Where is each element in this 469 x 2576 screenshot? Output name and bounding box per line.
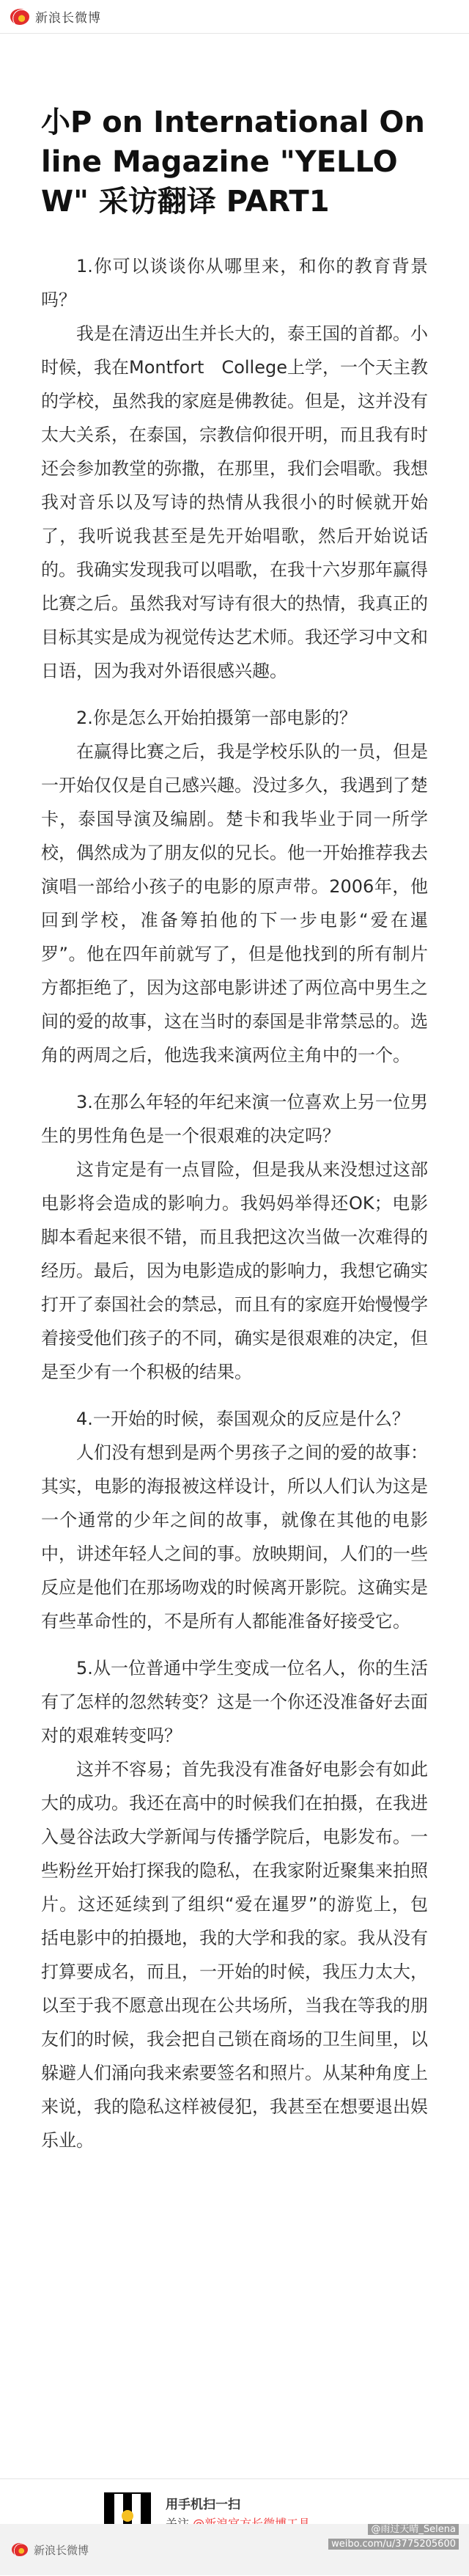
- watermark: [328, 2522, 459, 2552]
- article: [0, 34, 469, 2157]
- weibo-logo-icon: [10, 9, 29, 25]
- question-paragraph: 5.从一位普通中学生变成一位名人，你的生活有了怎样的忽然转变？这是一个你还没准备好去面对的艰难转变吗？: [41, 1658, 428, 1746]
- top-bar: [0, 0, 469, 34]
- question-paragraph: 4.一开始的时候，泰国观众的反应是什么？: [76, 1409, 410, 1429]
- watermark-url: weibo.com/u/3775205600: [328, 2539, 459, 2550]
- answer-paragraph: 这肯定是有一点冒险，但是我从来没想过这部电影将会造成的影响力。我妈妈举得还OK；电影脚本看起来很不错，而且我把这次当做一次难得的经历。最后，因为电影造成的影响力，我想它确实打开了泰国社会的禁忌，而且有的家庭开始慢慢学着接受他们孩子的不同，确实是很艰难的决定，但是至少有一个积极的结果。: [41, 1159, 428, 1382]
- answer-paragraph: 我是在清迈出生并长大的，泰王国的首都。小时候，我在Montfort College上学，一个天主教的学校，虽然我的家庭是佛教徒。但是，这并没有太大关系，在泰国，宗教信仰很开明，而且我有时还会参加教堂的弥撒，在那里，我们会唱歌。我想我对音乐以及写诗的热情从我很小的时候就开始了，我听说我甚至是先开始唱歌，然后开始说话的。我确实发现我可以唱歌，在我十六岁那年赢得比赛之后。虽然我对写诗有很大的热情，我真正的目标其实是成为视觉传达艺术师。我还学习中文和日语，因为我对外语很感兴趣。: [41, 323, 428, 681]
- question-paragraph: 2.你是怎么开始拍摄第一部电影的？: [76, 708, 357, 728]
- answer-paragraph: 人们没有想到是两个男孩子之间的爱的故事：其实，电影的海报被这样设计，所以人们认为这是一个通常的少年之间的故事，就像在其他的电影中，讲述年轻人之间的事。放映期间，人们的一些反应是他们在那场吻戏的时候离开影院。这确实是有些革命性的，不是所有人都能准备好接受它。: [41, 1442, 428, 1632]
- question-paragraph: 3.在那么年轻的年纪来演一位喜欢上另一位男生的男性角色是一个很艰难的决定吗？: [41, 1092, 428, 1146]
- article-title: 小P on International Online Magazine "YELLOW" 采访翻译 PART1: [41, 106, 425, 219]
- brand-name: 新浪长微博: [35, 11, 101, 26]
- answer-paragraph: 这并不容易；首先我没有准备好电影会有如此大的成功。我还在高中的时候我们在拍摄，在我进入曼谷法政大学新闻与传播学院后，电影发布。一些粉丝开始打探我的隐私，在我家附近聚集来拍照片。这还延续到了组织“爱在暹罗”的游览上，包括电影中的拍摄地，我的大学和我的家。我从没有打算要成名，而且，一开始的时候，我压力太大，以至于我不愿意出现在公共场所，当我在等我的朋友们的时候，我会把自己锁在商场的卫生间里，以躲避人们涌向我来索要签名和照片。从某种角度上来说，我的隐私这样被侵犯，我甚至在想要退出娱乐业。: [41, 1759, 428, 2151]
- answer-paragraph: 在赢得比赛之后，我是学校乐队的一员，但是一开始仅仅是自己感兴趣。没过多久，我遇到了楚卡，泰国导演及编剧。楚卡和我毕业于同一所学校，偶然成为了朋友似的兄长。他一开始推荐我去演唱一部给小孩子的电影的原声带。2006年，他回到学校，准备筹拍他的下一步电影“爱在暹罗”。他在四年前就写了，但是他找到的所有制片方都拒绝了，因为这部电影讲述了两位高中男生之间的爱的故事，这在当时的泰国是非常禁忌的。选角的两周之后，他选我来演两位主角中的一个。: [41, 741, 428, 1065]
- brand-name-bottom: 新浪长微博: [34, 2543, 89, 2557]
- weibo-logo-icon: [12, 2543, 28, 2556]
- question-paragraph: 1.你可以谈谈你从哪里来，和你的教育背景吗？: [41, 256, 428, 310]
- watermark-user: @雨过天晴_Selena: [368, 2524, 459, 2535]
- scan-title: 用手机扫一扫: [166, 2498, 240, 2512]
- article-body: [41, 249, 428, 2157]
